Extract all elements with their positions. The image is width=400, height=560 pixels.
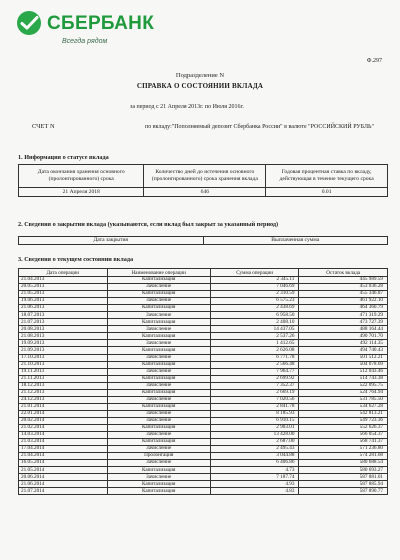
cell: 21.05.2013	[19, 291, 108, 298]
table-row	[19, 305, 388, 312]
table-row	[19, 361, 388, 368]
cell: 2 310.59	[210, 291, 299, 298]
header-cell: Дата закрытия	[19, 237, 204, 245]
table-row	[19, 368, 388, 375]
cell: 580 688.54	[299, 460, 388, 467]
cell: Зачисление	[107, 432, 210, 439]
cell: Зачисление	[107, 417, 210, 424]
cell: 531 785.50	[299, 396, 388, 403]
cell: Зачисление	[107, 396, 210, 403]
cell: Капитализация	[107, 305, 210, 312]
cell: 21.08.2013	[19, 333, 108, 340]
cell: Зачисление	[107, 298, 210, 305]
closure-header-row	[19, 237, 388, 245]
table-row	[19, 389, 388, 396]
cell: 17.04.2014	[19, 446, 108, 453]
table-row	[19, 354, 388, 361]
cell: 514 743.38	[299, 375, 388, 382]
cell: Зачисление	[107, 460, 210, 467]
cell: 24.12.2013	[19, 396, 108, 403]
cell: 21.07.2013	[19, 319, 108, 326]
cell: 455 346.87	[299, 291, 388, 298]
table-row	[19, 382, 388, 389]
cell: 7 046.69	[210, 284, 299, 291]
cell: 7 352.37	[210, 382, 299, 389]
cell: 21.02.2014	[19, 424, 108, 431]
cell: 2 699.92	[210, 375, 299, 382]
cell: 490 701.70	[299, 333, 388, 340]
cell: Зачисление	[107, 368, 210, 375]
cell: 18.12.2013	[19, 382, 108, 389]
operations-body	[19, 277, 388, 495]
cell: 2 438.69	[210, 305, 299, 312]
cell: Капитализация	[107, 361, 210, 368]
table-row	[19, 432, 388, 439]
cell: 21.03.2014	[19, 439, 108, 446]
table-row	[19, 340, 388, 347]
cell: 2 537.26	[210, 333, 299, 340]
cell: 504 078.69	[299, 361, 388, 368]
cell: Зачисление	[107, 410, 210, 417]
table-row	[19, 453, 388, 460]
cell: 21.12.2013	[19, 389, 108, 396]
cell: 3 044.88	[210, 453, 299, 460]
cell: 464 360.79	[299, 305, 388, 312]
cell: 21.10.2013	[19, 361, 108, 368]
cell: Зачисление	[107, 474, 210, 481]
cell: 542 813.21	[299, 410, 388, 417]
cell: 587 890.77	[299, 488, 388, 495]
table-row	[19, 439, 388, 446]
cell: 549 723.36	[299, 417, 388, 424]
period-line: за период с 21 Апреля 2013г. по Июля 2016г.	[130, 104, 244, 110]
cell: Капитализация	[107, 347, 210, 354]
cell: 7 187.74	[210, 474, 299, 481]
cell: 587 881.01	[299, 474, 388, 481]
cell: 4.83	[210, 488, 299, 495]
cell: 21.04.2013	[19, 277, 108, 284]
cell: 522 095.75	[299, 382, 388, 389]
cell: 6 958.50	[210, 312, 299, 319]
cell: 21.07.2014	[19, 488, 108, 495]
status-header-row	[19, 165, 388, 188]
cell: Капитализация	[107, 319, 210, 326]
header-cell: Дата операции	[19, 269, 108, 277]
table-row	[19, 446, 388, 453]
cell: Пролонгация	[107, 453, 210, 460]
table-row	[19, 467, 388, 474]
cell: 2 687.00	[210, 439, 299, 446]
cell: 4.73	[210, 467, 299, 474]
cell: 21.01.2014	[19, 403, 108, 410]
cell: 6 575.23	[210, 298, 299, 305]
cell: Зачисление	[107, 354, 210, 361]
cell: 21 Апреля 2018	[19, 188, 144, 197]
cell: 552 626.37	[299, 424, 388, 431]
cell: Капитализация	[107, 439, 210, 446]
cell: 21.06.2013	[19, 305, 108, 312]
header-cell: Количество дней до истечения основного (пролонгированного) срока хранения вклада	[144, 165, 266, 188]
cell: 445 989.59	[299, 277, 388, 284]
deposit-description: по вкладу:"Пополняемый депозит Сбербанка России" в валюте "РОССИЙСКИЙ РУБЛЬ"	[145, 124, 374, 130]
cell: 512 043.46	[299, 368, 388, 375]
table-row	[19, 396, 388, 403]
cell: Зачисление	[107, 446, 210, 453]
closure-table	[18, 236, 388, 245]
document-title: СПРАВКА О СОСТОЯНИИ ВКЛАДА	[136, 82, 264, 90]
cell: 4.93	[210, 481, 299, 488]
cell: 21.06.2014	[19, 481, 108, 488]
table-row	[19, 474, 388, 481]
cell: Капитализация	[107, 277, 210, 284]
cell: 16.05.2014	[19, 460, 108, 467]
cell: 1 412.65	[210, 340, 299, 347]
cell: Капитализация	[107, 375, 210, 382]
cell: 587 885.94	[299, 481, 388, 488]
cell: Зачисление	[107, 284, 210, 291]
header-cell: Годовая процентная ставка по вкладу, действующая в течение текущего срока	[266, 165, 388, 188]
cell: 22.01.2014	[19, 410, 108, 417]
operations-header-row	[19, 269, 388, 277]
cell: 488 164.44	[299, 326, 388, 333]
cell: Капитализация	[107, 467, 210, 474]
cell: 566 054.37	[299, 432, 388, 439]
cell: 473 727.39	[299, 319, 388, 326]
cell: 2 841.78	[210, 403, 299, 410]
header-cell: Сумма операции	[210, 269, 299, 277]
table-row	[19, 291, 388, 298]
cell: 534 627.28	[299, 403, 388, 410]
cell: 20.08.2013	[19, 326, 108, 333]
cell: 8 185.93	[210, 410, 299, 417]
cell: 568 741.37	[299, 439, 388, 446]
cell: 13 428.00	[210, 432, 299, 439]
cell: 492 114.35	[299, 340, 388, 347]
cell: 18.07.2013	[19, 312, 108, 319]
cell: 2 408.10	[210, 319, 299, 326]
table-row	[19, 347, 388, 354]
cell: 14.03.2014	[19, 432, 108, 439]
cell: 20.06.2014	[19, 474, 108, 481]
cell: Капитализация	[107, 333, 210, 340]
cell: 2 669.19	[210, 389, 299, 396]
table-row	[19, 417, 388, 424]
cell: 2 495.43	[210, 446, 299, 453]
cell: Капитализация	[107, 488, 210, 495]
table-row	[19, 277, 388, 284]
cell: 7 964.77	[210, 368, 299, 375]
cell: 21.09.2013	[19, 347, 108, 354]
cell: 461 922.10	[299, 298, 388, 305]
section2-title: 2. Сведения о закрытии вклада (указываются, если вклад был закрыт за указанный период)	[18, 221, 279, 228]
cell: 19.06.2013	[19, 298, 108, 305]
cell: 453 036.28	[299, 284, 388, 291]
cell: Капитализация	[107, 481, 210, 488]
status-row	[19, 188, 388, 197]
cell: 6 406.86	[210, 460, 299, 467]
cell: 19.09.2013	[19, 340, 108, 347]
cell: 20.02.2014	[19, 417, 108, 424]
table-row	[19, 481, 388, 488]
cell: 2 566.48	[210, 361, 299, 368]
sberbank-logo-icon	[16, 10, 42, 36]
table-row	[19, 298, 388, 305]
cell: 2 903.01	[210, 424, 299, 431]
cell: 571 236.80	[299, 446, 388, 453]
table-row	[19, 424, 388, 431]
section3-title: 3. Сведения о текущем состоянии вклада	[18, 256, 134, 263]
header-cell: Остаток вклада	[299, 269, 388, 277]
cell: 574 281.68	[299, 453, 388, 460]
table-row	[19, 326, 388, 333]
cell: Капитализация	[107, 424, 210, 431]
cell: 471 319.29	[299, 312, 388, 319]
table-row	[19, 333, 388, 340]
header-cell: Дата окончания хранения основного (пролонгированного) срока	[19, 165, 144, 188]
cell: 6 771.78	[210, 354, 299, 361]
cell: Капитализация	[107, 403, 210, 410]
cell: 646	[144, 188, 266, 197]
cell: 501 512.21	[299, 354, 388, 361]
cell: 21.05.2014	[19, 467, 108, 474]
cell: 494 740.43	[299, 347, 388, 354]
cell: Зачисление	[107, 312, 210, 319]
table-row	[19, 375, 388, 382]
header-cell: Наименование операции	[107, 269, 210, 277]
form-code: Ф.297	[366, 58, 382, 64]
header-cell: Выплаченная сумма	[203, 237, 388, 245]
cell: 7 020.56	[210, 396, 299, 403]
cell: 14 437.05	[210, 326, 299, 333]
division-label: Подразделение N	[175, 72, 225, 79]
cell: 20.05.2013	[19, 284, 108, 291]
cell: Зачисление	[107, 326, 210, 333]
bank-slogan: Всегда рядом	[62, 38, 108, 45]
table-row	[19, 403, 388, 410]
cell: 2 345.11	[210, 277, 299, 284]
cell: 6 910.15	[210, 417, 299, 424]
bank-name: СБЕРБАНК	[47, 12, 155, 34]
table-row	[19, 488, 388, 495]
cell: Капитализация	[107, 291, 210, 298]
cell: 19.11.2013	[19, 368, 108, 375]
cell: 17.10.2013	[19, 354, 108, 361]
cell: 580 693.27	[299, 467, 388, 474]
status-table	[18, 164, 388, 197]
table-row	[19, 460, 388, 467]
section1-title: 1. Информация о статусе вклада	[18, 154, 109, 161]
table-row	[19, 312, 388, 319]
table-row	[19, 284, 388, 291]
cell: Капитализация	[107, 389, 210, 396]
cell: 21.11.2013	[19, 375, 108, 382]
cell: 524 764.94	[299, 389, 388, 396]
table-row	[19, 410, 388, 417]
cell: 2 626.08	[210, 347, 299, 354]
cell: 0.01	[266, 188, 388, 197]
sberbank-logo	[16, 10, 154, 36]
cell: Зачисление	[107, 340, 210, 347]
operations-table	[18, 268, 388, 495]
account-label: СЧЕТ N	[32, 123, 55, 130]
cell: 21.04.2014	[19, 453, 108, 460]
cell: Зачисление	[107, 382, 210, 389]
table-row	[19, 319, 388, 326]
